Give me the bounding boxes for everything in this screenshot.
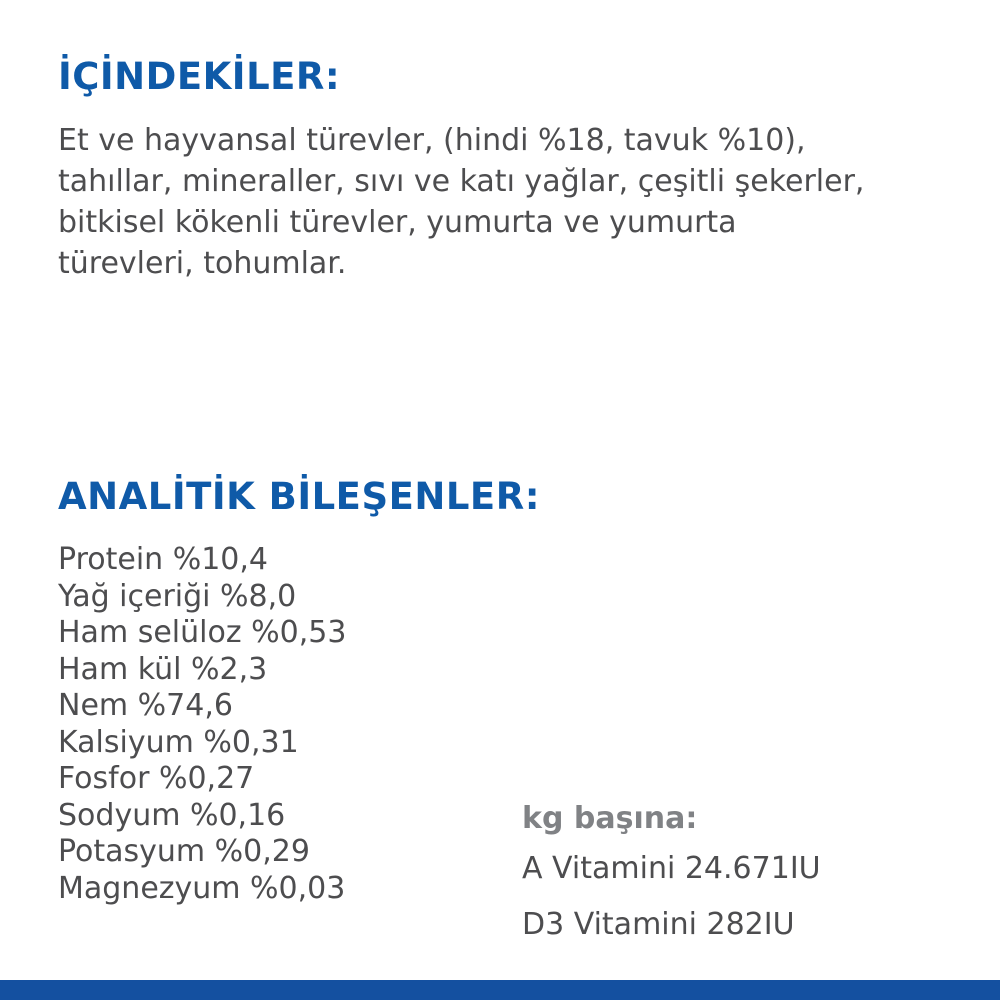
analytic-item-moisture: Nem %74,6 bbox=[58, 688, 233, 723]
ingredients-line: türevleri, tohumlar. bbox=[58, 246, 347, 281]
analytic-item-sodium: Sodyum %0,16 bbox=[58, 797, 286, 833]
analytic-item-potassium: Potasyum %0,29 bbox=[58, 834, 310, 869]
analytic-components-list bbox=[58, 542, 346, 907]
bottom-bar bbox=[0, 980, 1000, 1000]
ingredients-heading: İÇİNDEKİLER: bbox=[58, 55, 341, 98]
ingredients-line: bitkisel kökenli türevler, yumurta ve yumurta bbox=[58, 205, 737, 240]
analytic-item-crude-fiber: Ham selüloz %0,53 bbox=[58, 615, 347, 650]
analytic-item-magnesium: Magnezyum %0,03 bbox=[58, 870, 346, 906]
ingredients-text bbox=[58, 120, 988, 284]
per-kg-section bbox=[522, 797, 821, 953]
vitamin-a: A Vitamini 24.671IU bbox=[522, 851, 821, 886]
ingredients-line: tahıllar, mineraller, sıvı ve katı yağlar, çeşitli şekerler, bbox=[58, 164, 865, 199]
analytic-item-calcium: Kalsiyum %0,31 bbox=[58, 724, 299, 760]
per-kg-title: kg başına: bbox=[522, 801, 698, 836]
analytic-components-heading: ANALİTİK BİLEŞENLER: bbox=[58, 475, 540, 518]
analytic-item-protein: Protein %10,4 bbox=[58, 542, 268, 577]
vitamin-d3: D3 Vitamini 282IU bbox=[522, 907, 795, 942]
analytic-item-crude-ash: Ham kül %2,3 bbox=[58, 651, 268, 687]
analytic-item-phosphorus: Fosfor %0,27 bbox=[58, 761, 255, 796]
ingredients-line: Et ve hayvansal türevler, (hindi %18, tavuk %10), bbox=[58, 123, 806, 158]
analytic-item-fat: Yağ içeriği %8,0 bbox=[58, 578, 297, 614]
